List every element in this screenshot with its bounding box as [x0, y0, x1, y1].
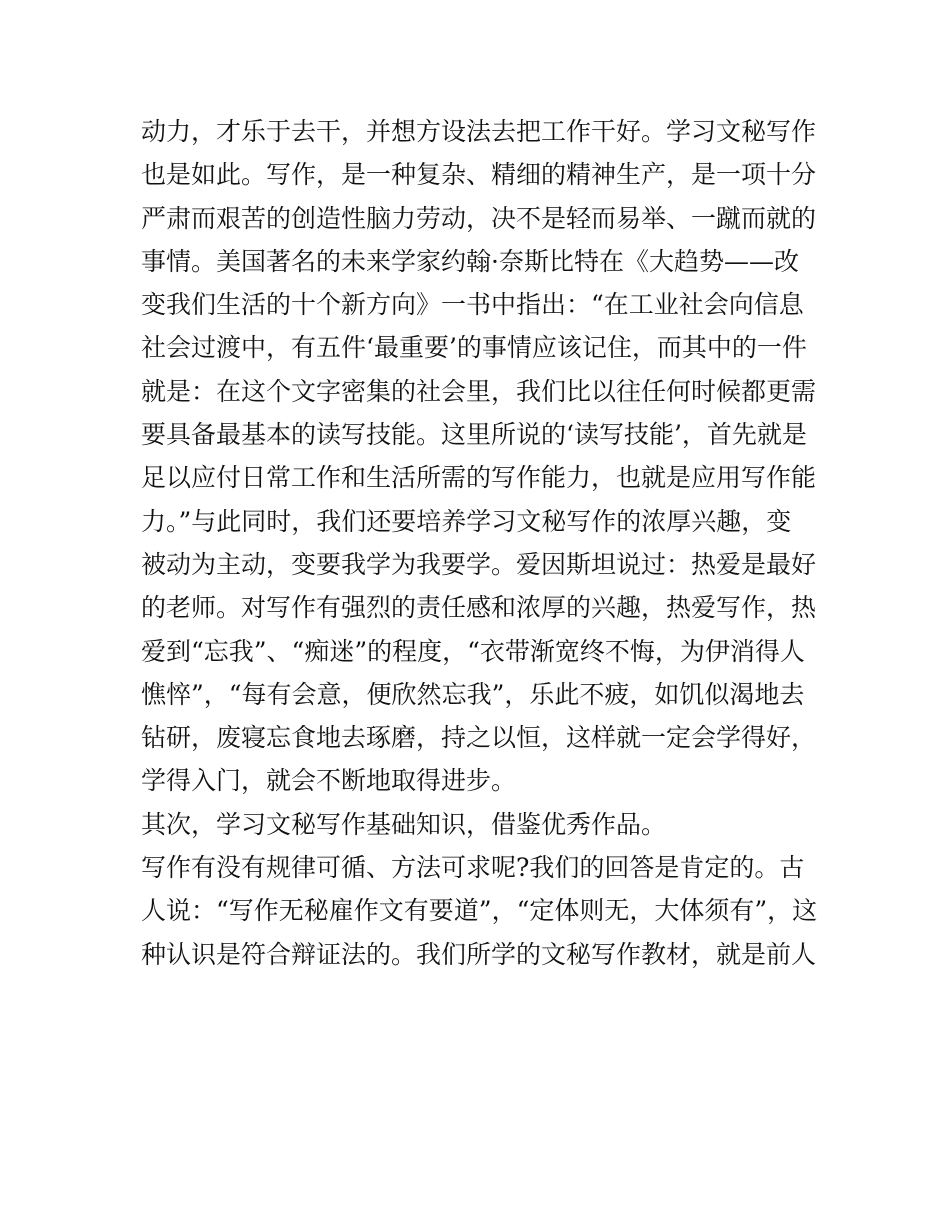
text-line: 种认识是符合辩证法的。我们所学的文秘写作教材，就是前人: [141, 939, 817, 969]
text-line: 社会过渡中，有五件‘最重要’的事情应该记住，而其中的一件: [141, 333, 807, 363]
text-line: 憔悴”，“每有会意，便欣然忘我”，乐此不疲，如饥似渴地去: [141, 679, 805, 709]
text-line: 写作有没有规律可循、方法可求呢?我们的回答是肯定的。古: [141, 853, 805, 883]
section-heading-line: 其次，学习文秘写作基础知识，借鉴优秀作品。: [141, 809, 667, 839]
text-line: 严肃而艰苦的创造性脑力劳动，决不是轻而易举、一蹴而就的: [141, 203, 817, 233]
text-line: 学得入门，就会不断地取得进步。: [141, 766, 517, 796]
text-line: 人说：“写作无秘雇作文有要道”，“定体则无，大体须有”，这: [141, 896, 818, 926]
text-line: 也是如此。写作，是一种复杂、精细的精神生产，是一项十分: [141, 160, 817, 190]
text-line: 足以应付日常工作和生活所需的写作能力，也就是应用写作能: [141, 463, 817, 493]
text-line: 变我们生活的十个新方向》一书中指出：“在工业社会向信息: [141, 290, 804, 320]
text-line: 爱到“忘我”、“痴迷”的程度，“衣带渐宽终不悔，为伊消得人: [141, 636, 805, 666]
text-line: 动力，才乐于去干，并想方设法去把工作干好。学习文秘写作: [141, 117, 817, 146]
text-line: 就是：在这个文字密集的社会里，我们比以往任何时候都更需: [141, 376, 817, 406]
text-line: 的老师。对写作有强烈的责任感和浓厚的兴趣，热爱写作，热: [141, 593, 817, 623]
body-text: [141, 110, 821, 976]
text-line: 事情。美国著名的未来学家约翰·奈斯比特在《大趋势——改: [141, 246, 799, 276]
text-line: 力。”与此同时，我们还要培养学习文秘写作的浓厚兴趣，变: [141, 506, 792, 536]
text-line: 被动为主动，变要我学为我要学。爱因斯坦说过：热爱是最好: [141, 549, 817, 579]
text-line: 要具备最基本的读写技能。这里所说的‘读写技能’，首先就是: [141, 420, 807, 450]
text-line: 钻研，废寝忘食地去琢磨，持之以恒，这样就一定会学得好，: [141, 723, 817, 753]
